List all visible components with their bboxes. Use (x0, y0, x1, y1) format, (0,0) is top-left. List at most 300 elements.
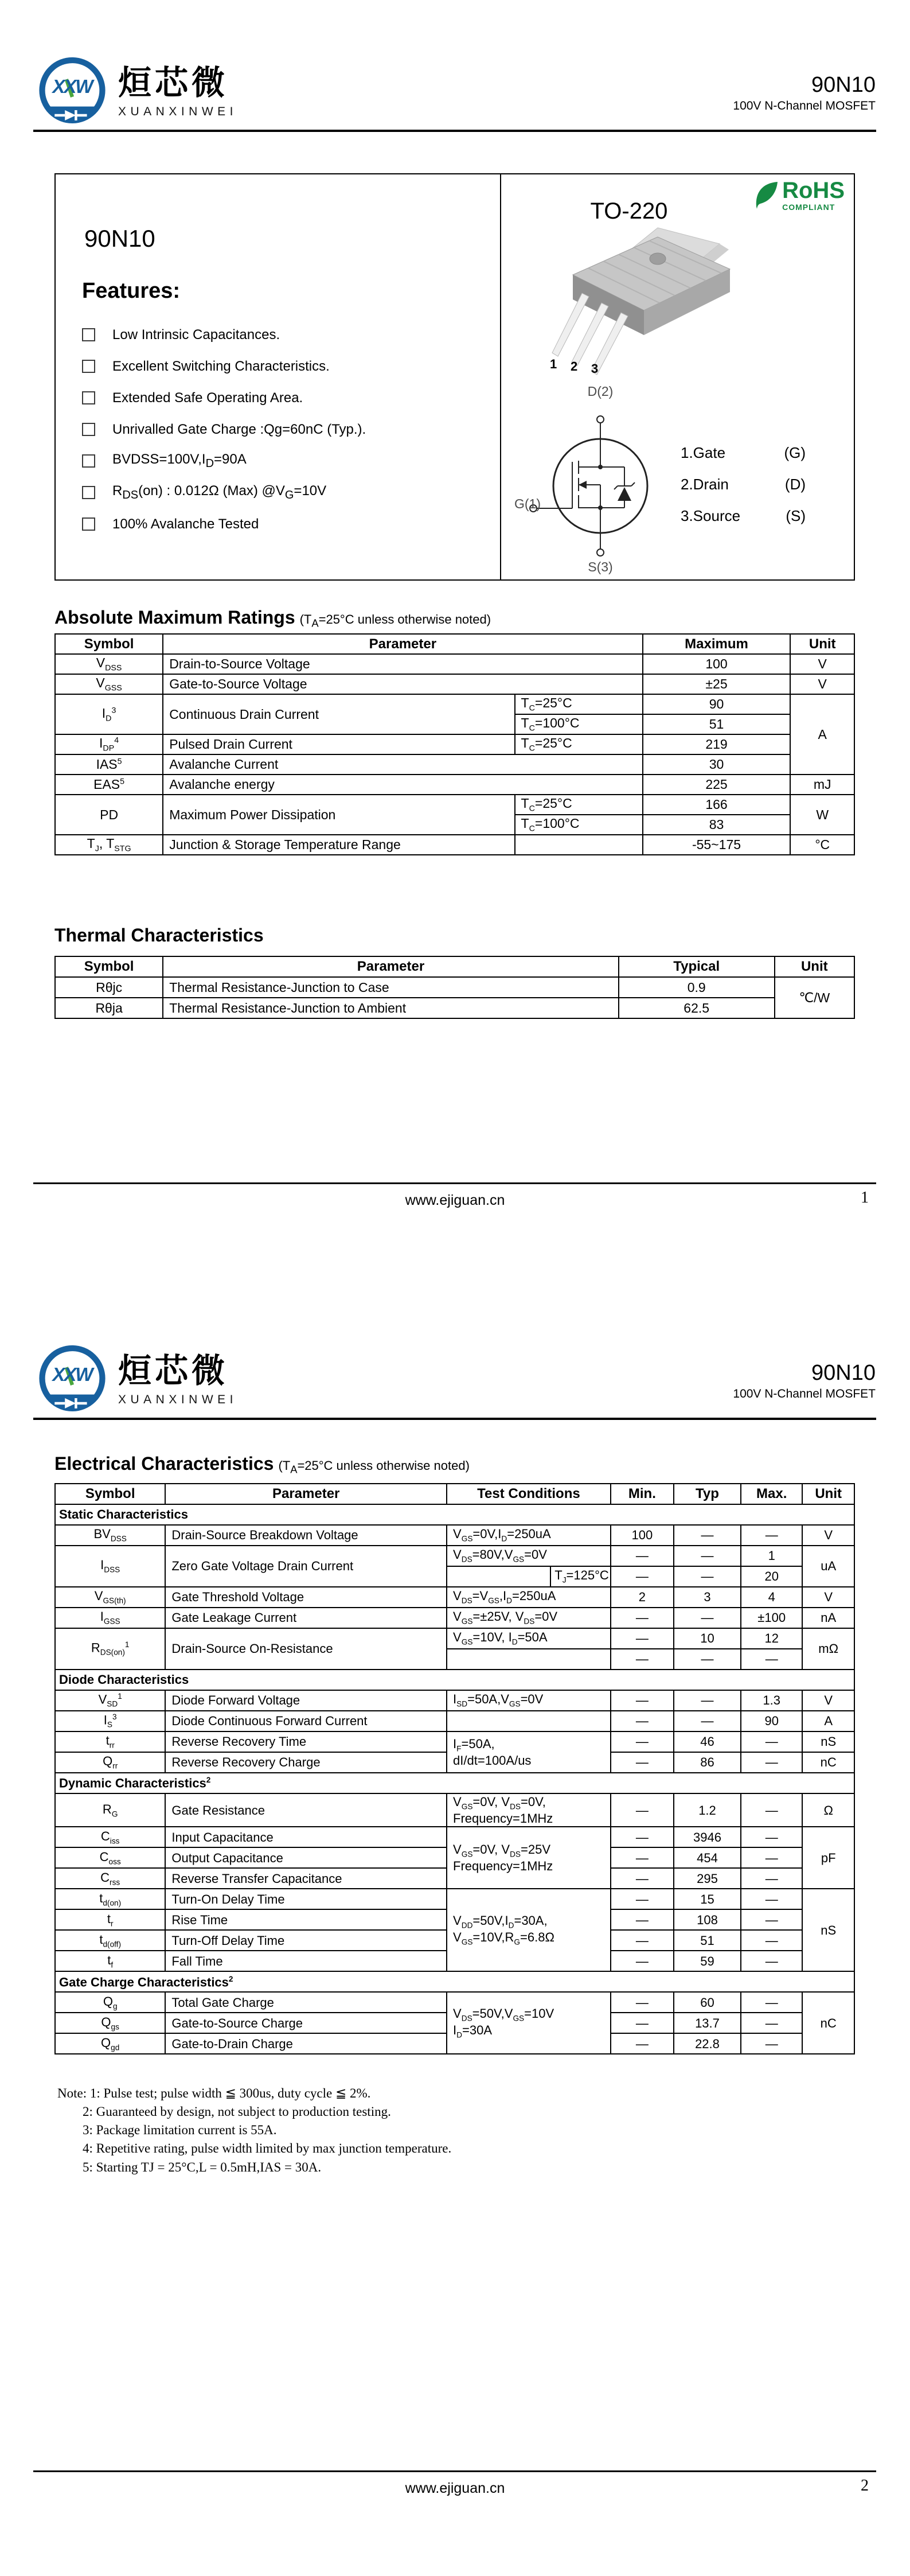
box-divider (500, 174, 501, 579)
amr-section-title (54, 607, 491, 629)
column-header: Symbol (55, 956, 163, 977)
ec-title-note: ($T_A=25^\circ C$ unless otherwise noted) (278, 1458, 470, 1476)
table-cell: Avalanche Current (163, 754, 642, 775)
part-subtitle: 100V N-Channel MOSFET (733, 99, 876, 112)
table-cell: Pulsed Drain Current (163, 734, 514, 754)
feature-item (82, 382, 366, 414)
column-header: Unit (790, 634, 854, 654)
table-cell: Thermal Resistance-Junction to Ambient (163, 998, 619, 1018)
note-line: 3: Package limitation current is 55A. (83, 2123, 277, 2138)
brand-logo (36, 55, 237, 129)
table-cell: Rise Time (165, 1909, 447, 1930)
table-cell: 51 (643, 714, 791, 734)
column-header: Symbol (55, 634, 163, 654)
package-label: TO-220 (590, 199, 668, 224)
table-cell: 166 (643, 795, 791, 815)
section-label: Static Characteristics (55, 1504, 854, 1525)
table-cell: mΩ (802, 1628, 854, 1670)
section-row (55, 1773, 854, 1793)
checkbox-icon (82, 360, 95, 373)
table-row (55, 1827, 854, 1847)
checkbox-icon (82, 454, 95, 468)
table-cell: — (741, 1525, 802, 1546)
table-cell: Total Gate Charge (165, 1992, 447, 2013)
table-row (55, 1608, 854, 1628)
table-cell: 100 (643, 654, 791, 674)
table-cell: $I_S^3$ (55, 1711, 165, 1731)
table-cell: — (674, 1711, 741, 1731)
table-cell: — (611, 1731, 674, 1752)
table-cell: Junction & Storage Temperature Range (163, 835, 514, 855)
table-cell: $V_{DD}=50V,I_D=30A$, $V_{GS}=10V,R_G=6.8\Omega$ (447, 1889, 611, 1971)
table-cell: — (674, 1690, 741, 1711)
column-header: Unit (775, 956, 854, 977)
table-cell: $BV_{DSS}$ (55, 1525, 165, 1546)
table-cell: V (790, 654, 854, 674)
table-cell: — (674, 1566, 741, 1587)
column-header: Parameter (163, 956, 619, 977)
checkbox-icon (82, 328, 95, 341)
column-header: Min. (611, 1484, 674, 1504)
section-label: Diode Characteristics (55, 1670, 854, 1690)
table-cell: 0.9 (619, 977, 775, 998)
table-cell: 22.8 (674, 2033, 741, 2054)
table-cell: $I_{DP}^4$ (55, 734, 163, 754)
table-cell: $I_F=50A$, dI/dt=100A/us (447, 1731, 611, 1773)
table-cell: 100 (611, 1525, 674, 1546)
table-cell: — (611, 1566, 674, 1587)
table-row (55, 1992, 854, 2013)
logo-monogram: XXW (52, 1364, 92, 1385)
brand-logo (36, 1343, 237, 1417)
table-cell: — (611, 1711, 674, 1731)
table-cell: 4 (741, 1587, 802, 1608)
rohs-text (782, 180, 845, 212)
part-number: 90N10 (811, 73, 876, 97)
section-row (55, 1670, 854, 1690)
table-cell: 1.2 (674, 1793, 741, 1827)
table-row (55, 754, 854, 775)
table-cell: $R_G$ (55, 1793, 165, 1827)
section-label: Gate Charge Characteristics$^2$ (55, 1971, 854, 1992)
table-cell: 2 (611, 1587, 674, 1608)
part-subtitle: 100V N-Channel MOSFET (733, 1387, 876, 1400)
pin-legend-row (681, 444, 806, 462)
table-cell: $T_C=100^\circ C$ (515, 714, 643, 734)
table-cell: $R_{DS(on)}^1$ (55, 1628, 165, 1670)
table-cell: 51 (674, 1930, 741, 1951)
brand-name (118, 1352, 238, 1407)
table-cell: — (611, 1868, 674, 1889)
table-cell: Input Capacitance (165, 1827, 447, 1847)
table-cell: Gate-to-Source Charge (165, 2013, 447, 2033)
table-cell: — (611, 1992, 674, 2013)
table-cell: 90 (643, 694, 791, 714)
brand-name-en: XUANXINWEI (118, 105, 238, 118)
table-cell: $I_D^3$ (55, 694, 163, 734)
rohs-badge (753, 180, 845, 212)
table-cell: 225 (643, 775, 791, 795)
table-cell: $V_{GS}=0V,I_D=250uA$ (447, 1525, 611, 1546)
table-cell: 295 (674, 1868, 741, 1889)
table-cell: 90 (741, 1711, 802, 1731)
table-cell: 46 (674, 1731, 741, 1752)
feature-item (82, 445, 366, 477)
table-cell: nC (802, 1992, 854, 2054)
table-cell: — (611, 1649, 674, 1670)
table-cell: Thermal Resistance-Junction to Case (163, 977, 619, 998)
table-cell: — (611, 1827, 674, 1847)
page-number: 2 (861, 2477, 869, 2495)
table-cell: Turn-On Delay Time (165, 1889, 447, 1909)
footer-rule (33, 1182, 876, 1184)
table-cell (447, 1649, 611, 1670)
table-cell: 60 (674, 1992, 741, 2013)
table-row (55, 998, 854, 1018)
table-cell: Diode Continuous Forward Current (165, 1711, 447, 1731)
table-cell: Turn-Off Delay Time (165, 1930, 447, 1951)
table-cell: — (611, 1752, 674, 1773)
brand-name-cn: 烜芯微 (118, 1352, 229, 1390)
table-cell: $V_{GS}=\pm 25V$, $V_{DS}=0V$ (447, 1608, 611, 1628)
table-cell: Maximum Power Dissipation (163, 795, 514, 835)
table-cell: 3 (674, 1587, 741, 1608)
table-cell: — (741, 1847, 802, 1868)
table-row (55, 654, 854, 674)
column-header: Test Conditions (447, 1484, 611, 1504)
pin-name: 1.Gate (681, 444, 726, 461)
checkbox-icon (82, 423, 95, 436)
table-cell: — (741, 1752, 802, 1773)
column-header: Parameter (163, 634, 642, 654)
note-line: 2: Guaranteed by design, not subject to production testing. (83, 2104, 391, 2119)
table-cell (447, 1711, 611, 1731)
table-row (55, 734, 854, 754)
table-cell: $V_{GS}=0V$, $V_{DS}=25V$ Frequency=1MHz (447, 1827, 611, 1889)
pin-legend-row (681, 476, 806, 493)
product-overview-box (54, 173, 855, 581)
table-cell: V (802, 1525, 854, 1546)
table-cell: — (674, 1546, 741, 1566)
table-cell: — (611, 1951, 674, 1971)
brand-name-cn: 烜芯微 (118, 64, 229, 102)
section-row (55, 1971, 854, 1992)
table-row (55, 1628, 854, 1649)
brand-name (118, 64, 238, 119)
feature-item (82, 508, 366, 540)
pin-abbr: (D) (784, 476, 806, 493)
table-cell: A (802, 1711, 854, 1731)
table-cell: — (611, 1608, 674, 1628)
mosfet-symbol-drawing (514, 384, 709, 579)
notes (57, 2087, 451, 2179)
table-cell: nS (802, 1889, 854, 1971)
table-cell: — (741, 1731, 802, 1752)
table-cell: — (674, 1649, 741, 1670)
feature-item (82, 414, 366, 445)
footer-url: www.ejiguan.cn (405, 1192, 505, 1208)
table-cell: — (741, 1793, 802, 1827)
mosfet-symbol (514, 384, 709, 579)
table-cell: — (741, 1868, 802, 1889)
table-cell: Drain-Source On-Resistance (165, 1628, 447, 1670)
checkbox-icon (82, 391, 95, 404)
section-label: Dynamic Characteristics$^2$ (55, 1773, 854, 1793)
table-cell: 219 (643, 734, 791, 754)
page-header-part (733, 1361, 876, 1401)
amr-title-text: Absolute Maximum Ratings (54, 607, 295, 628)
pin-legend-row (681, 507, 806, 525)
column-header: Parameter (165, 1484, 447, 1504)
header-rule (33, 130, 876, 132)
page-number: 1 (861, 1189, 869, 1207)
table-cell: IAS$^5$ (55, 754, 163, 775)
pin-legend (681, 444, 806, 539)
table-cell: $C_{oss}$ (55, 1847, 165, 1868)
features-heading: Features: (82, 279, 181, 303)
ec-title-text: Electrical Characteristics (54, 1453, 274, 1474)
table-cell: 108 (674, 1909, 741, 1930)
table-cell: $T_C=100^\circ C$ (515, 815, 643, 835)
table-cell: Rθjc (55, 977, 163, 998)
table-cell: — (741, 1930, 802, 1951)
table-cell: 1.3 (741, 1690, 802, 1711)
table-cell: Reverse Recovery Time (165, 1731, 447, 1752)
table-cell: ±100 (741, 1608, 802, 1628)
amr-title-note: ($T_A=25^\circ C$ unless otherwise noted) (299, 612, 491, 629)
table-cell: — (741, 1909, 802, 1930)
thermal-title-text: Thermal Characteristics (54, 925, 264, 945)
table-cell: nS (802, 1731, 854, 1752)
table-cell: Drain-to-Source Voltage (163, 654, 642, 674)
feature-text: $BVDSS=100V,I_D=90A$ (112, 452, 247, 470)
table-header-row (55, 1484, 854, 1504)
thermal-characteristics-table (54, 956, 855, 1019)
table-cell: $V_{GS(th)}$ (55, 1587, 165, 1608)
table-cell: $V_{SD}^1$ (55, 1690, 165, 1711)
table-row (55, 977, 854, 998)
table-cell: Rθja (55, 998, 163, 1018)
table-cell: V (790, 674, 854, 694)
table-cell: $V_{GS}=10V$, $I_D=50A$ (447, 1628, 611, 1649)
pin-abbr: (G) (784, 444, 806, 461)
table-cell: 20 (741, 1566, 802, 1587)
feature-text: 100% Avalanche Tested (112, 516, 259, 532)
absolute-maximum-ratings-table (54, 633, 855, 855)
table-cell: — (611, 1793, 674, 1827)
table-row (55, 795, 854, 815)
table-cell: — (611, 1909, 674, 1930)
rohs-compliant-label: COMPLIANT (782, 203, 835, 212)
table-cell: $V_{DS}=50V,V_{GS}=10V$ $I_D=30A$ (447, 1992, 611, 2054)
table-cell: -55~175 (643, 835, 791, 855)
electrical-characteristics-table (54, 1483, 855, 2054)
table-cell: $I_{DSS}$ (55, 1546, 165, 1587)
table-cell: Gate Threshold Voltage (165, 1587, 447, 1608)
table-cell: $t_{rr}$ (55, 1731, 165, 1752)
table-row (55, 1690, 854, 1711)
table-row (55, 1711, 854, 1731)
table-cell: 86 (674, 1752, 741, 1773)
table-cell: — (741, 1951, 802, 1971)
feature-text: Unrivalled Gate Charge :Qg=60nC (Typ.). (112, 421, 366, 437)
table-cell: mJ (790, 775, 854, 795)
rohs-leaf-icon (753, 180, 779, 209)
feature-text: Extended Safe Operating Area. (112, 390, 303, 406)
table-cell: Output Capacitance (165, 1847, 447, 1868)
page-header-part (733, 73, 876, 113)
table-cell: °C (790, 835, 854, 855)
page-2 (0, 1288, 910, 2576)
ec-section-title (54, 1453, 470, 1476)
table-row (55, 1587, 854, 1608)
table-cell: 83 (643, 815, 791, 835)
table-cell: — (611, 1690, 674, 1711)
note-line: 5: Starting TJ = 25°C,L = 0.5mH,IAS = 30A. (83, 2159, 322, 2174)
table-cell: 10 (674, 1628, 741, 1649)
table-cell: $V_{DS}=V_{GS},I_D=250uA$ (447, 1587, 611, 1608)
features-list (82, 319, 366, 540)
table-cell: uA (802, 1546, 854, 1587)
table-cell: — (611, 1546, 674, 1566)
table-cell: Continuous Drain Current (163, 694, 514, 734)
table-cell (515, 835, 643, 855)
table-cell: 13.7 (674, 2013, 741, 2033)
table-cell: Gate Leakage Current (165, 1608, 447, 1628)
feature-text: Low Intrinsic Capacitances. (112, 326, 280, 343)
table-cell: $T_J$, $T_{STG}$ (55, 835, 163, 855)
table-cell: $t_r$ (55, 1909, 165, 1930)
rohs-title: RoHS (782, 178, 845, 203)
table-cell: ±25 (643, 674, 791, 694)
table-cell: 62.5 (619, 998, 775, 1018)
feature-text: Excellent Switching Characteristics. (112, 358, 330, 374)
table-cell: 1 (741, 1546, 802, 1566)
table-cell: Reverse Transfer Capacitance (165, 1868, 447, 1889)
table-cell: Avalanche energy (163, 775, 642, 795)
table-cell: Ω (802, 1793, 854, 1827)
table-cell: 15 (674, 1889, 741, 1909)
table-header-row (55, 634, 854, 654)
table-cell: $t_f$ (55, 1951, 165, 1971)
table-cell: EAS$^5$ (55, 775, 163, 795)
column-header: Unit (802, 1484, 854, 1504)
pin-name: 2.Drain (681, 476, 729, 493)
table-cell: PD (55, 795, 163, 835)
thermal-section-title (54, 925, 264, 946)
table-cell: $I_{SD}=50A,V_{GS}=0V$ (447, 1690, 611, 1711)
note-line: Note: 1: Pulse test; pulse width ≦ 300us, duty cycle ≦ 2%. (57, 2086, 371, 2100)
table-cell: — (611, 1628, 674, 1649)
table-cell: $T_J=125^\circ C$ (550, 1566, 611, 1587)
footer-url: www.ejiguan.cn (405, 2480, 505, 2496)
table-cell: $T_C=25^\circ C$ (515, 694, 643, 714)
part-number: 90N10 (811, 1361, 876, 1385)
table-cell: — (741, 1889, 802, 1909)
schematic-drain-label: D(2) (587, 384, 614, 399)
table-row (55, 1525, 854, 1546)
table-header-row (55, 956, 854, 977)
table-cell: 454 (674, 1847, 741, 1868)
table-cell: Gate Resistance (165, 1793, 447, 1827)
table-cell: — (611, 1889, 674, 1909)
pin-number-label: 3 (591, 361, 599, 376)
brand-logo-mark (36, 55, 109, 129)
brand-logo-mark (36, 1343, 109, 1417)
table-row (55, 674, 854, 694)
table-cell: $V_{DS}=80V,V_{GS}=0V$ (447, 1546, 611, 1566)
column-header: Maximum (643, 634, 791, 654)
table-cell: — (741, 1992, 802, 2013)
table-cell: 3946 (674, 1827, 741, 1847)
table-cell: Gate-to-Source Voltage (163, 674, 642, 694)
brand-name-en: XUANXINWEI (118, 1393, 238, 1406)
table-cell: Gate-to-Drain Charge (165, 2033, 447, 2054)
table-cell: $V_{GSS}$ (55, 674, 163, 694)
column-header: Max. (741, 1484, 802, 1504)
note-line: 4: Repetitive rating, pulse width limited by max junction temperature. (83, 2141, 452, 2156)
table-cell: V (802, 1690, 854, 1711)
table-cell: Zero Gate Voltage Drain Current (165, 1546, 447, 1587)
table-cell: — (741, 1827, 802, 1847)
feature-item (82, 351, 366, 382)
table-row (55, 694, 854, 714)
pin-name: 3.Source (681, 507, 741, 524)
pin-number-label: 2 (571, 359, 578, 373)
table-cell: W (790, 795, 854, 835)
table-row (55, 775, 854, 795)
feature-text: $R_{DS}(on)$ : 0.012Ω (Max) $@V_G=10V$ (112, 483, 327, 501)
table-row (55, 1793, 854, 1827)
section-row (55, 1504, 854, 1525)
table-cell: — (611, 2013, 674, 2033)
table-cell: Fall Time (165, 1951, 447, 1971)
table-cell: $T_C=25^\circ C$ (515, 795, 643, 815)
table-cell: A (790, 694, 854, 775)
table-row (55, 1889, 854, 1909)
table-cell: — (741, 2013, 802, 2033)
footer-rule (33, 2470, 876, 2472)
checkbox-icon (82, 486, 95, 499)
table-cell: — (611, 1930, 674, 1951)
table-cell: $Q_{gd}$ (55, 2033, 165, 2054)
table-cell: 30 (643, 754, 791, 775)
column-header: Typ (674, 1484, 741, 1504)
table-cell: — (674, 1608, 741, 1628)
table-cell: nA (802, 1608, 854, 1628)
feature-item (82, 319, 366, 351)
table-cell: $Q_{gs}$ (55, 2013, 165, 2033)
table-cell: 59 (674, 1951, 741, 1971)
table-cell: $Q_g$ (55, 1992, 165, 2013)
column-header: Typical (619, 956, 775, 977)
product-part-title: 90N10 (84, 225, 155, 252)
schematic-gate-label: G(1) (514, 496, 541, 511)
table-cell: Reverse Recovery Charge (165, 1752, 447, 1773)
table-cell: — (611, 1847, 674, 1868)
feature-item (82, 477, 366, 508)
table-cell: $T_C=25^\circ C$ (515, 734, 643, 754)
table-cell: — (741, 1649, 802, 1670)
table-cell: ℃/W (775, 977, 854, 1018)
table-cell: V (802, 1587, 854, 1608)
table-row (55, 1546, 854, 1566)
table-cell: $V_{GS}=0V$, $V_{DS}=0V$, Frequency=1MHz (447, 1793, 611, 1827)
column-header: Symbol (55, 1484, 165, 1504)
checkbox-icon (82, 517, 95, 531)
table-cell: nC (802, 1752, 854, 1773)
table-cell: $t_{d(on)}$ (55, 1889, 165, 1909)
